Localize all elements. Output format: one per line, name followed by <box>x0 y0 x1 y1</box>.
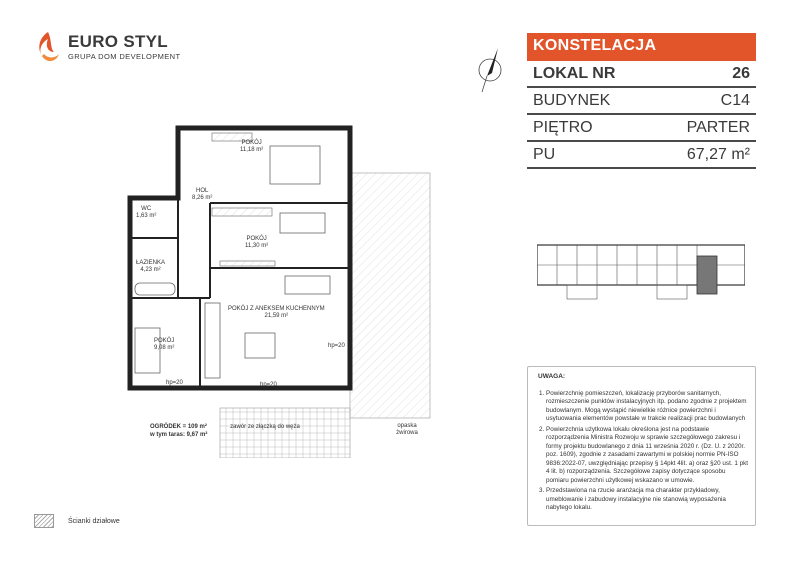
height-label: hp=20 <box>328 343 345 349</box>
room-label-wc <box>136 206 156 220</box>
info-value: PARTER <box>686 118 750 136</box>
partition-wall-swatch <box>34 514 54 528</box>
legend-label: Ścianki działowe <box>68 517 120 525</box>
brand-name: EURO STYL <box>68 32 168 51</box>
height-label: hp=20 <box>166 380 183 386</box>
notes-title: UWAGA: <box>538 373 566 380</box>
notes-box <box>527 366 756 526</box>
floor-plan-drawing <box>100 118 450 458</box>
flame-logo-icon <box>34 30 62 64</box>
room-name: POKÓJ <box>154 338 175 344</box>
unit-highlight <box>697 256 717 294</box>
note-item: 1. Powierzchnię pomieszczeń, lokalizację przyborów sanitarnych, rozmieszczenie punktów instalacyjnych itp. podano zgodnie z projektem budowlanym. Mogą wystąpić niewielkie różnice powierzchni i usytuowania elementów powstałe w trakcie realizacji prac budowlanych <box>546 390 749 424</box>
valve-label: zawór ze złączką do węża <box>230 424 300 430</box>
brand-logo <box>34 30 204 70</box>
north-arrow-icon <box>470 40 510 100</box>
room-label-bedroom-2 <box>245 236 268 250</box>
room-area: 8,26 m² <box>192 194 213 201</box>
info-row-building <box>527 88 756 115</box>
floor-plan <box>100 118 450 458</box>
garden-area-label: OGRÓDEK = 109 m² <box>150 424 207 430</box>
info-label: LOKAL NR <box>533 64 616 82</box>
height-label: hp=20 <box>260 382 277 388</box>
room-name: HOL <box>196 188 209 194</box>
room-area: 11,30 m² <box>245 242 269 249</box>
building-location-map <box>537 240 745 306</box>
info-value: 67,27 m² <box>686 145 750 163</box>
info-row-area <box>527 142 756 169</box>
info-label: BUDYNEK <box>533 91 611 109</box>
room-name: WC <box>141 206 152 212</box>
gravel-label: opaska żwirowa <box>396 423 418 436</box>
room-area: 4,23 m² <box>140 266 161 273</box>
project-name: KONSTELACJA <box>527 33 756 61</box>
room-area: 1,63 m² <box>136 212 157 219</box>
info-value: C14 <box>720 91 750 109</box>
brand-subtitle: GRUPA DOM DEVELOPMENT <box>68 52 181 61</box>
room-area: 21,59 m² <box>264 312 289 319</box>
room-label-bedroom-1 <box>240 140 263 154</box>
notes-list <box>534 390 749 513</box>
info-value: 26 <box>732 64 750 82</box>
legend <box>34 514 120 528</box>
room-label-bedroom-3 <box>154 338 174 352</box>
info-row-floor <box>527 115 756 142</box>
note-item: 3. Przedstawiona na rzucie aranżacja ma charakter przykładowy, umeblowanie i zabudowy instalacyjne nie stanowią wyposażenia nabytego lokalu. <box>546 487 749 513</box>
info-label: PU <box>533 145 556 163</box>
room-area: 11,18 m² <box>240 146 264 153</box>
note-item: 2. Powierzchnia użytkowa lokalu określona jest na podstawie rozporządzenia Ministra Rozwoju w sprawie szczegółowego zakresu i formy projektu budowlanego z dnia 11 września 2020 r. (Dz. U. z 2020r. poz. 1609), zgodnie z zasadami zawartymi w polskiej normie PN-ISO 9836:2022-07, uwzględniając przepisy § 14pkt 4lit. a) oraz §20 ust. 1 pkt 4 lit. b) rozporządzenia. Szczegółowe zapisy dotyczące sposobu pomiaru powierzchni użytkowej wskazano w umowie. <box>546 426 749 486</box>
room-label-living-kitchen <box>228 306 325 320</box>
room-label-bathroom <box>136 260 165 274</box>
room-label-hall <box>192 188 212 202</box>
info-label: PIĘTRO <box>533 118 593 136</box>
info-panel <box>527 33 756 169</box>
terrace-area-label: w tym taras: 9,67 m² <box>150 432 208 438</box>
room-name: ŁAZIENKA <box>136 260 166 266</box>
room-area: 9,08 m² <box>154 344 175 351</box>
room-name: POKÓJ <box>246 236 267 242</box>
info-row-unit <box>527 61 756 88</box>
room-name: POKÓJ Z ANEKSEM KUCHENNYM <box>228 306 325 312</box>
room-name: POKÓJ <box>241 140 262 146</box>
